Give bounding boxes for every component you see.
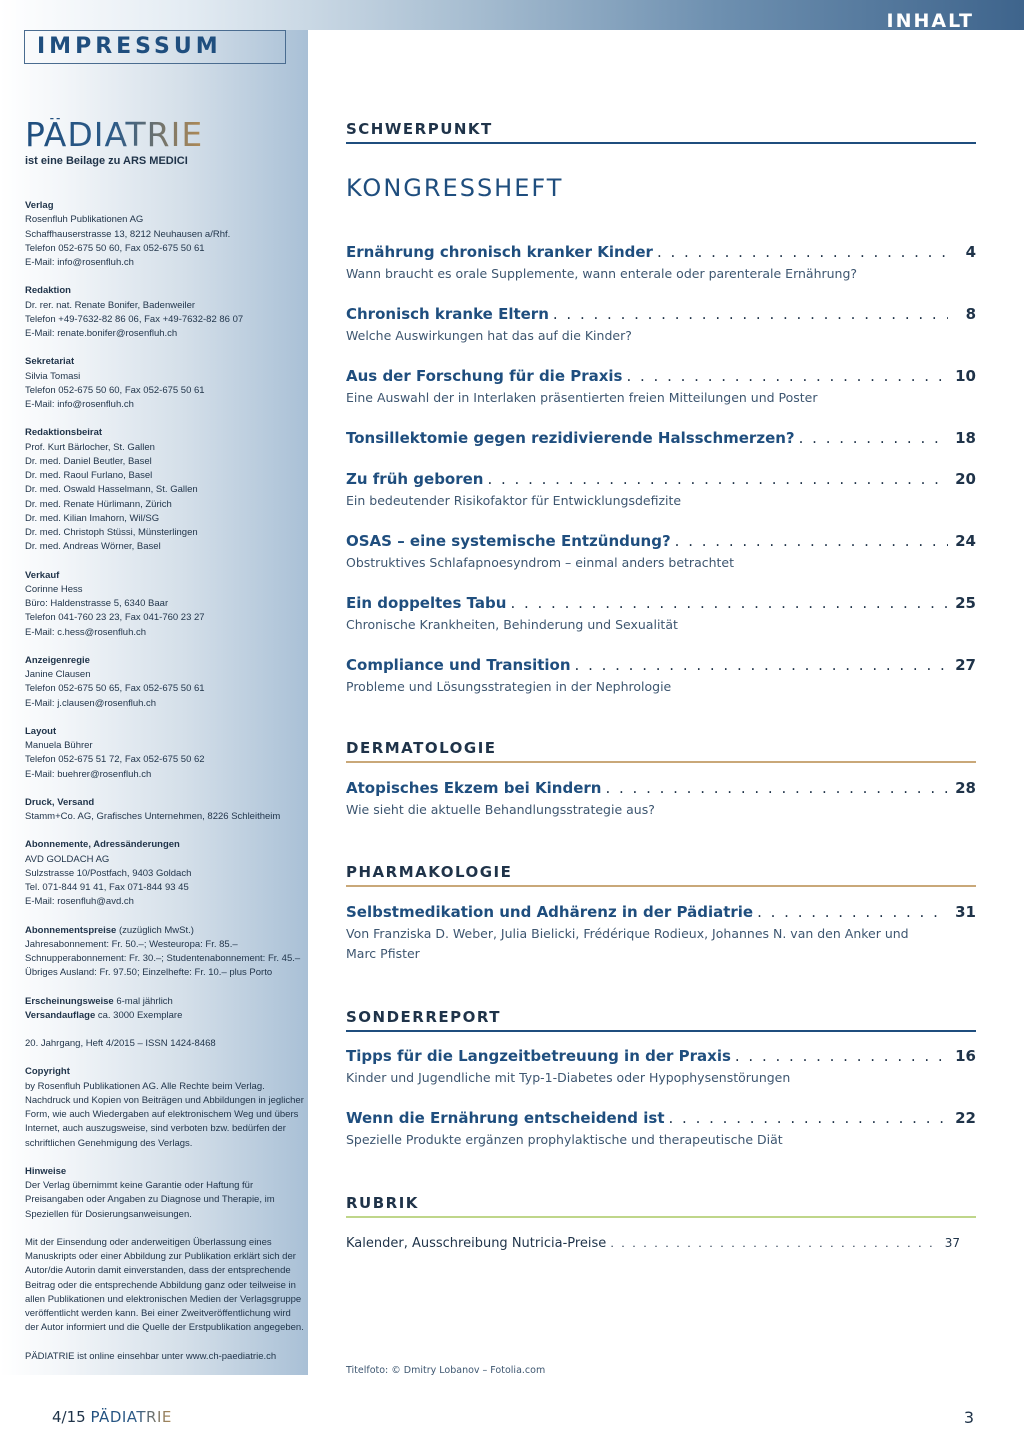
- impressum-section: [25, 725, 307, 782]
- page-number: 3: [963, 1408, 974, 1427]
- toc-leader-dots: [675, 532, 948, 550]
- impressum-section-heading: Layout: [25, 725, 57, 737]
- toc-entry-title: Zu früh geboren: [346, 470, 484, 488]
- footer-logo: PÄDIATRIE: [90, 1408, 172, 1426]
- impressum-body: [25, 199, 307, 1378]
- toc-entry-page: 37: [944, 1236, 960, 1250]
- toc-leader-dots: [605, 779, 948, 797]
- impressum-section-heading: Redaktion: [25, 285, 71, 297]
- toc-leader-dots: [510, 594, 948, 612]
- impressum-section-heading: Abonnemente, Adressänderungen: [25, 839, 180, 851]
- toc-entry-page: 24: [955, 532, 976, 550]
- toc-entry-page: 18: [955, 429, 976, 447]
- toc-entry-page: 20: [955, 470, 976, 488]
- copyright-text: by Rosenfluh Publikationen AG. Alle Rechte beim Verlag. Nachdruck und Kopien von Beiträgen und Abbildungen in jeglicher Form, wie auch Wiedergaben auf elektronischem Weg und übers Internet, auch auszugsweise, sind verboten bzw. bedürfen der schriftlichen Genehmigung des Verlags.: [25, 1080, 304, 1149]
- impressum-section: [25, 796, 307, 825]
- toc-entry-subtitle: Probleme und Lösungsstrategien in der Nephrologie: [346, 679, 672, 694]
- toc-entry-page: 27: [955, 656, 976, 674]
- auflage-label: Versandauflage: [25, 1009, 96, 1021]
- impressum-einsendung: Mit der Einsendung oder anderweitigen Überlassung eines Manuskripts oder einer Abbildung zur Publikation erklärt sich der Autor/die Autorin damit einverstanden, dass der entsprechende Beitrag oder die entsprechende Abbildung ganz oder teilweise in allen Publikationen und elektronischen Medien der Verlagsgruppe veröffentlicht werden kann. Bei einer Zweitveröffentlichung wird der Autor informiert und die Quelle der Erstpublikation angegeben.: [25, 1236, 304, 1334]
- impressum-section-heading: Sekretariat: [25, 356, 75, 368]
- toc-entry-title: Tonsillektomie gegen rezidivierende Halsschmerzen?: [346, 429, 795, 447]
- impressum-line: Dr. med. Andreas Wörner, Basel: [25, 541, 161, 553]
- impressum-hinweis: [25, 1165, 307, 1222]
- toc-entry[interactable]: [346, 470, 976, 511]
- toc-entry-subtitle: Wann braucht es orale Supplemente, wann enterale oder parenterale Ernährung?: [346, 266, 858, 281]
- impressum-line: Dr. med. Christoph Stüssi, Münsterlingen: [25, 527, 198, 538]
- impressum-line: AVD GOLDACH AG: [25, 853, 110, 865]
- toc-entry[interactable]: [346, 305, 976, 346]
- auflage-value: ca. 3000 Exemplare: [95, 1009, 183, 1021]
- toc-entry-title: Tipps für die Langzeitbetreuung in der Praxis: [346, 1047, 731, 1065]
- erscheinung-label: Erscheinungsweise: [25, 995, 114, 1007]
- toc-leader-dots: [610, 1237, 932, 1250]
- toc-entry[interactable]: [346, 1047, 976, 1088]
- toc-entry-subtitle: Wie sieht die aktuelle Behandlungsstrategie aus?: [346, 802, 655, 817]
- impressum-title: IMPRESSUM: [24, 30, 286, 64]
- impressum-line: Stamm+Co. AG, Grafisches Unternehmen, 8226 Schleitheim: [25, 811, 281, 822]
- toc-entry-page: 16: [955, 1047, 976, 1065]
- preise-heading: Abonnementspreise: [25, 924, 117, 936]
- section-heading-rubrik: RUBRIK: [346, 1194, 976, 1218]
- toc-entry-subtitle: Chronische Krankheiten, Behinderung und Sexualität: [346, 617, 678, 632]
- impressum-line: Telefon 052-675 50 60, Fax 052-675 50 61: [25, 242, 205, 254]
- toc-entry-page: 4: [965, 243, 976, 261]
- preise-line: Übriges Ausland: Fr. 97.50; Einzelhefte: Fr. 10.– plus Porto: [25, 967, 273, 979]
- toc-entry[interactable]: [346, 1236, 976, 1251]
- impressum-section: [25, 426, 307, 554]
- toc-entry-title: Ein doppeltes Tabu: [346, 594, 507, 612]
- photo-credit: Titelfoto: © Dmitry Lobanov – Fotolia.com: [346, 1365, 546, 1376]
- toc-entry-title: Chronisch kranke Eltern: [346, 305, 549, 323]
- impressum-line: Büro: Haldenstrasse 5, 6340 Baar: [25, 598, 169, 609]
- impressum-line: Dr. med. Raoul Furlano, Basel: [25, 470, 153, 481]
- section-label: INHALT: [886, 10, 974, 32]
- impressum-section-heading: Verlag: [25, 200, 54, 211]
- impressum-line: Dr. med. Daniel Beutler, Basel: [25, 455, 152, 467]
- impressum-copyright: [25, 1065, 307, 1151]
- paediatrie-logo: PÄDIATRIE: [25, 115, 204, 154]
- impressum-line: Silvia Tomasi: [25, 370, 81, 382]
- issue-number: 4/15: [52, 1408, 86, 1426]
- impressum-line: E-Mail: renate.bonifer@rosenfluh.ch: [25, 328, 178, 339]
- impressum-line: Telefon 041-760 23 23, Fax 041-760 23 27: [25, 612, 205, 624]
- section-heading-pharmakologie: PHARMAKOLOGIE: [346, 863, 976, 887]
- toc-leader-dots: [735, 1047, 948, 1065]
- logo-subtitle: ist eine Beilage zu ARS MEDICI: [25, 155, 188, 167]
- toc-entry-page: 22: [955, 1109, 976, 1127]
- impressum-line: E-Mail: info@rosenfluh.ch: [25, 399, 134, 410]
- toc-leader-dots: [669, 1109, 948, 1127]
- toc-entry-subtitle: Von Franziska D. Weber, Julia Bielicki, Frédérique Rodieux, Johannes N. van den Anker und Marc Pfister: [346, 926, 909, 961]
- impressum-section: [25, 284, 307, 341]
- toc-entry-subtitle: Obstruktives Schlafapnoesyndrom – einmal anders betrachtet: [346, 555, 735, 570]
- hinweis-heading: Hinweise: [25, 1165, 67, 1177]
- toc-leader-dots: [799, 429, 948, 447]
- impressum-line: Dr. med. Oswald Hasselmann, St. Gallen: [25, 484, 198, 496]
- impressum-online: PÄDIATRIE ist online einsehbar unter www.ch-paediatrie.ch: [25, 1350, 277, 1362]
- erscheinung-value: 6-mal jährlich: [113, 995, 173, 1007]
- toc-leader-dots: [757, 903, 948, 921]
- toc-entry-title: Atopisches Ekzem bei Kindern: [346, 779, 602, 797]
- impressum-section: [25, 355, 307, 412]
- toc-entry-page: 31: [955, 903, 976, 921]
- preise-line: Jahresabonnement: Fr. 50.–; Westeuropa: Fr. 85.–: [25, 938, 238, 950]
- toc-entry-page: 25: [955, 594, 976, 612]
- toc-entry-page: 10: [955, 367, 976, 385]
- toc-entry[interactable]: [346, 532, 976, 573]
- toc-entry-title: Kalender, Ausschreibung Nutricia-Preise: [346, 1236, 607, 1251]
- impressum-line: Janine Clausen: [25, 669, 91, 680]
- toc-entry[interactable]: [346, 779, 976, 820]
- toc-entry[interactable]: [346, 656, 976, 697]
- impressum-line: Telefon +49-7632-82 86 06, Fax +49-7632-82 86 07: [25, 313, 244, 325]
- impressum-section-heading: Redaktionsbeirat: [25, 427, 103, 439]
- toc-entry[interactable]: [346, 1109, 976, 1150]
- copyright-heading: Copyright: [25, 1066, 70, 1078]
- section-heading-sonderreport: SONDERREPORT: [346, 1008, 976, 1032]
- toc-entry[interactable]: [346, 243, 976, 284]
- impressum-line: Manuela Bührer: [25, 740, 93, 751]
- impressum-section: [25, 569, 307, 640]
- toc-entry-title: Aus der Forschung für die Praxis: [346, 367, 623, 385]
- toc-entry-title: Selbstmedikation und Adhärenz in der Pädiatrie: [346, 903, 754, 921]
- toc-entry[interactable]: [346, 594, 976, 635]
- toc-entry-subtitle: Welche Auswirkungen hat das auf die Kinder?: [346, 328, 632, 343]
- toc-entry[interactable]: [346, 903, 976, 964]
- toc-leader-dots: [553, 305, 948, 323]
- impressum-line: Dr. rer. nat. Renate Bonifer, Badenweiler: [25, 299, 196, 311]
- impressum-line: E-Mail: info@rosenfluh.ch: [25, 257, 134, 268]
- impressum-line: E-Mail: rosenfluh@avd.ch: [25, 896, 134, 908]
- impressum-section-heading: Anzeigenregie: [25, 654, 90, 666]
- impressum-line: Telefon 052-675 50 60, Fax 052-675 50 61: [25, 384, 205, 396]
- impressum-line: E-Mail: j.clausen@rosenfluh.ch: [25, 697, 157, 709]
- footer-issue: [52, 1408, 172, 1426]
- toc-leader-dots: [626, 367, 948, 385]
- toc-leader-dots: [657, 243, 948, 261]
- preise-line: Schnupperabonnement: Fr. 30.–; Studentenabonnement: Fr. 45.–: [25, 953, 301, 964]
- toc-entry-subtitle: Kinder und Jugendliche mit Typ-1-Diabetes oder Hypophysenstörungen: [346, 1070, 791, 1085]
- impressum-line: Rosenfluh Publikationen AG: [25, 214, 144, 226]
- impressum-sections: [25, 199, 307, 910]
- toc-entry-title: OSAS – eine systemische Entzündung?: [346, 532, 671, 550]
- toc-leader-dots: [575, 656, 948, 674]
- header-bar: [0, 0, 1024, 30]
- impressum-erscheinung: [25, 995, 307, 1024]
- impressum-line: Telefon 052-675 50 65, Fax 052-675 50 61: [25, 683, 205, 695]
- kongressheft-heading: KONGRESSHEFT: [346, 174, 564, 202]
- impressum-section-heading: Verkauf: [25, 569, 60, 581]
- toc-entry-title: Wenn die Ernährung entscheidend ist: [346, 1109, 665, 1127]
- impressum-line: Sulzstrasse 10/Postfach, 9403 Goldach: [25, 867, 192, 879]
- toc-entry[interactable]: [346, 429, 976, 447]
- toc-entry-page: 28: [955, 779, 976, 797]
- impressum-jahrgang: 20. Jahrgang, Heft 4/2015 – ISSN 1424-8468: [25, 1038, 216, 1049]
- impressum-preise: [25, 924, 307, 981]
- impressum-line: E-Mail: c.hess@rosenfluh.ch: [25, 626, 147, 638]
- toc-entry-page: 8: [965, 305, 976, 323]
- impressum-section-heading: Druck, Versand: [25, 796, 95, 808]
- impressum-line: Dr. med. Renate Hürlimann, Zürich: [25, 498, 172, 510]
- impressum-section: [25, 838, 307, 909]
- toc-entry-subtitle: Ein bedeutender Risikofaktor für Entwicklungsdefizite: [346, 493, 682, 508]
- section-heading-schwerpunkt: SCHWERPUNKT: [346, 120, 976, 144]
- impressum-section: [25, 199, 307, 270]
- impressum-line: Dr. med. Kilian Imahorn, Wil/SG: [25, 512, 160, 524]
- impressum-line: Prof. Kurt Bärlocher, St. Gallen: [25, 441, 155, 453]
- toc-entry-title: Ernährung chronisch kranker Kinder: [346, 243, 653, 261]
- impressum-line: E-Mail: buehrer@rosenfluh.ch: [25, 768, 152, 780]
- toc-entry-subtitle: Spezielle Produkte ergänzen prophylaktische und therapeutische Diät: [346, 1132, 783, 1147]
- toc-entry-title: Compliance und Transition: [346, 656, 571, 674]
- impressum-line: Schaffhauserstrasse 13, 8212 Neuhausen a/Rhf.: [25, 228, 231, 240]
- toc-entry[interactable]: [346, 367, 976, 408]
- impressum-line: Tel. 071-844 91 41, Fax 071-844 93 45: [25, 882, 189, 893]
- hinweis-text: Der Verlag übernimmt keine Garantie oder Haftung für Preisangaben oder Angaben zu Diagnose und Therapie, im Speziellen für Dosierungsanweisungen.: [25, 1180, 275, 1220]
- toc-leader-dots: [487, 470, 948, 488]
- impressum-section: [25, 654, 307, 711]
- toc-entry-subtitle: Eine Auswahl der in Interlaken präsentierten freien Mitteilungen und Poster: [346, 390, 818, 405]
- impressum-line: Corinne Hess: [25, 583, 83, 595]
- preise-heading-suffix: (zuzüglich MwSt.): [116, 924, 194, 936]
- section-heading-dermatologie: DERMATOLOGIE: [346, 739, 976, 763]
- impressum-line: Telefon 052-675 51 72, Fax 052-675 50 62: [25, 754, 205, 766]
